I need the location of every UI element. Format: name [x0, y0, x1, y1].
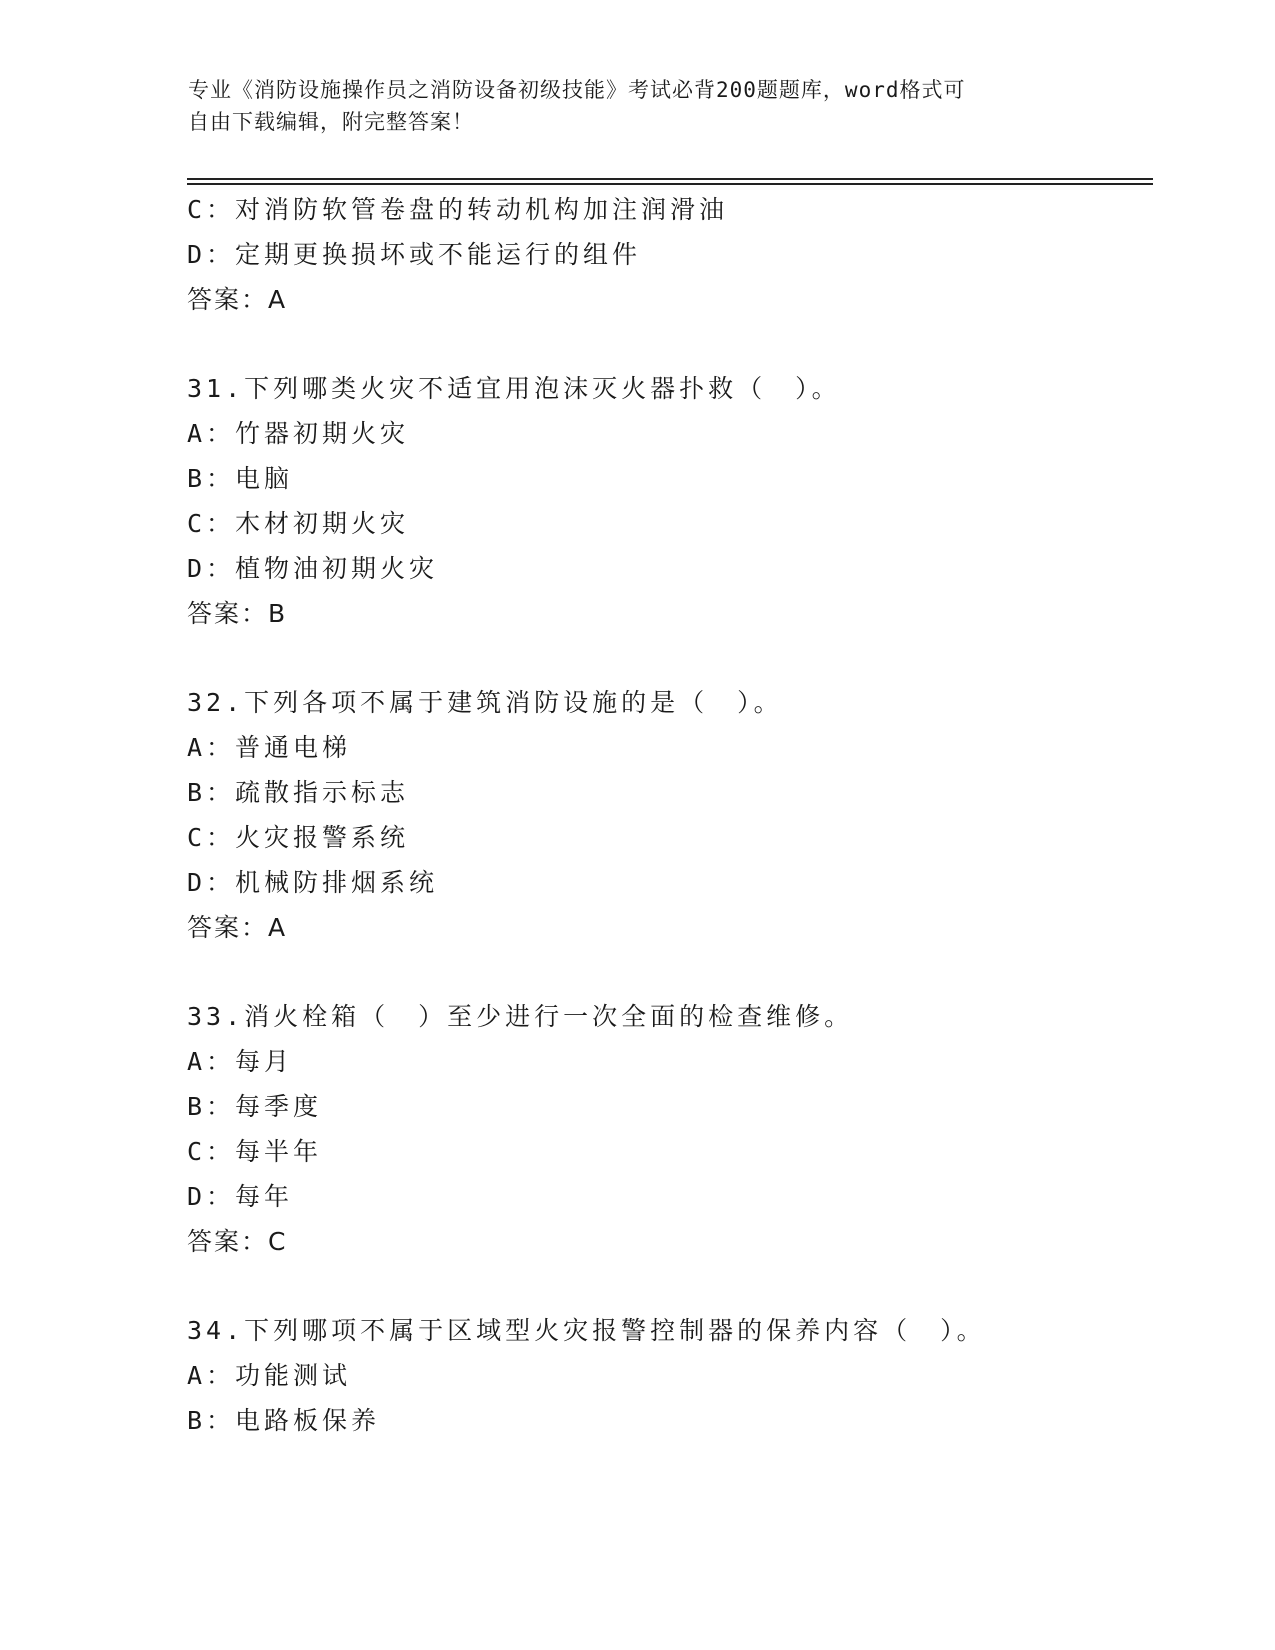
question-31-option-a: A：竹器初期火灾 — [187, 419, 410, 448]
question-32-option-d: D：机械防排烟系统 — [187, 868, 439, 897]
question-31-answer: 答案：B — [187, 599, 288, 628]
header-line-1: 专业《消防设施操作员之消防设备初级技能》考试必背200题题库，word格式可 — [188, 78, 966, 102]
header-divider-bottom — [187, 183, 1153, 185]
question-33-option-d: D：每年 — [187, 1182, 294, 1211]
question-33-option-a: A：每月 — [187, 1047, 294, 1076]
question-32-option-a: A：普通电梯 — [187, 733, 352, 762]
document-header — [188, 74, 1088, 138]
option-c: C：对消防软管卷盘的转动机构加注润滑油 — [187, 195, 729, 224]
question-34-option-b: B：电路板保养 — [187, 1406, 381, 1435]
question-34-stem: 34.下列哪项不属于区域型火灾报警控制器的保养内容（ ）。 — [187, 1316, 986, 1345]
question-33-stem: 33.消火栓箱（ ）至少进行一次全面的检查维修。 — [187, 1002, 854, 1031]
option-d: D：定期更换损坏或不能运行的组件 — [187, 240, 642, 269]
question-32-option-b: B：疏散指示标志 — [187, 778, 410, 807]
header-divider-top — [187, 178, 1153, 180]
answer-label: 答案：A — [187, 285, 288, 314]
question-32-option-c: C：火灾报警系统 — [187, 823, 410, 852]
question-34-option-a: A：功能测试 — [187, 1361, 352, 1390]
header-line-2: 自由下载编辑，附完整答案！ — [188, 110, 474, 134]
question-31-option-d: D：植物油初期火灾 — [187, 554, 439, 583]
question-33-answer: 答案：C — [187, 1227, 288, 1256]
question-33-option-b: B：每季度 — [187, 1092, 323, 1121]
question-32-answer: 答案：A — [187, 913, 288, 942]
question-33-option-c: C：每半年 — [187, 1137, 323, 1166]
question-31-option-b: B：电脑 — [187, 464, 294, 493]
question-31-option-c: C：木材初期火灾 — [187, 509, 410, 538]
question-32-stem: 32.下列各项不属于建筑消防设施的是（ ）。 — [187, 688, 783, 717]
question-31-stem: 31.下列哪类火灾不适宜用泡沫灭火器扑救（ ）。 — [187, 374, 841, 403]
